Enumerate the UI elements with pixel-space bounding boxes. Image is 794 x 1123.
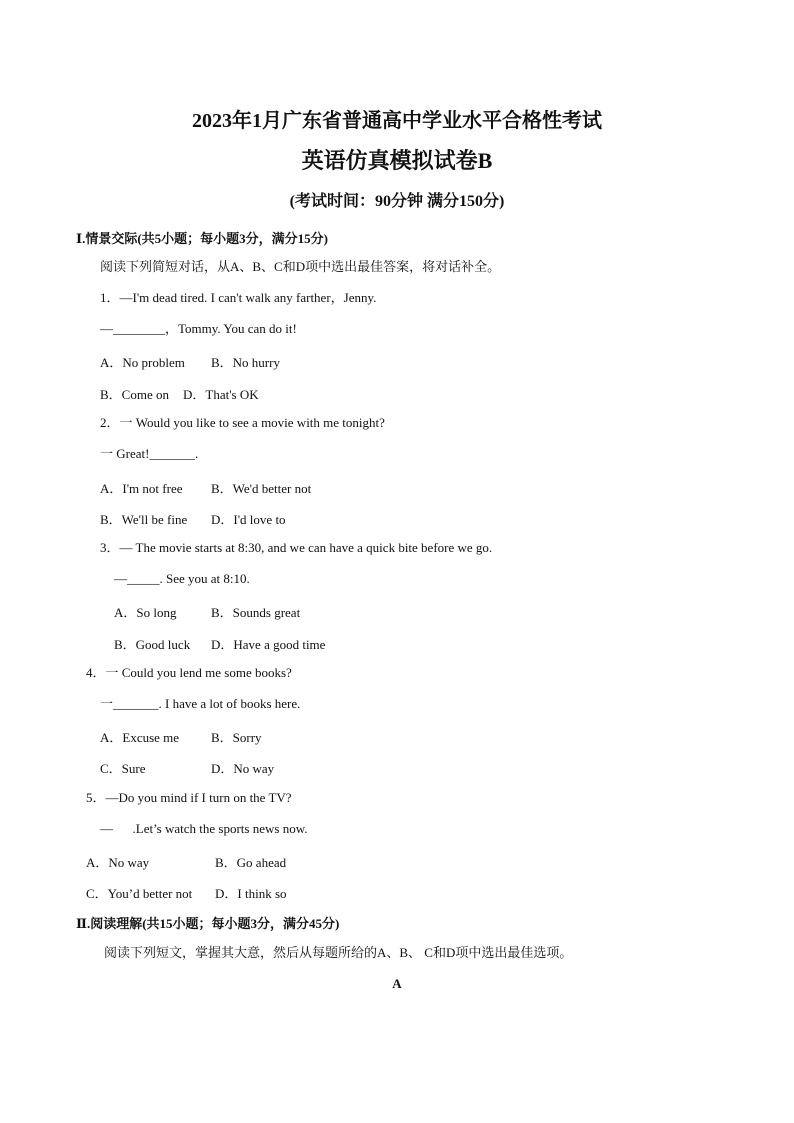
- q5-option-d: D．I think so: [215, 886, 287, 901]
- q5-reply: — .Let’s watch the sports news now.: [100, 821, 308, 836]
- section-1-instruction: 阅读下列简短对话，从A、B、C和D项中选出最佳答案，将对话补全。: [100, 259, 501, 274]
- q3-reply: —_____. See you at 8:10.: [114, 571, 250, 586]
- q2-option-b: B．We'd better not: [211, 481, 312, 496]
- q4-option-a: A．Excuse me: [100, 730, 180, 745]
- q4-prompt: 4．一 Could you lend me some books?: [86, 665, 292, 680]
- q2-prompt: 2．一 Would you like to see a movie with me tonight?: [100, 415, 385, 430]
- q2-option-a: A．I'm not free: [100, 481, 183, 496]
- passage-label: A: [392, 976, 402, 991]
- q1-option-d: D．That's OK: [183, 387, 259, 402]
- q1-reply: —________，Tommy. You can do it!: [100, 321, 297, 336]
- q4-reply: 一_______. I have a lot of books here.: [100, 696, 301, 711]
- q5-option-b: B．Go ahead: [215, 855, 287, 870]
- section-2-heading: Ⅱ.阅读理解(共15小题；每小题3分，满分45分): [76, 916, 340, 931]
- exam-title: 2023年1月广东省普通高中学业水平合格性考试: [192, 110, 602, 132]
- q2-reply: 一 Great!_______.: [100, 446, 199, 461]
- q1-option-c: B．Come on: [100, 387, 169, 402]
- q3-option-b: B．Sounds great: [211, 605, 301, 620]
- q5-option-a: A．No way: [86, 855, 150, 870]
- q1-option-a: A．No problem: [100, 355, 185, 370]
- section-2-instruction: 阅读下列短文，掌握其大意，然后从每题所给的A、B、 C和D项中选出最佳选项。: [104, 945, 573, 960]
- q4-option-c: C．Sure: [100, 761, 146, 776]
- q2-option-c: B．We'll be fine: [100, 512, 188, 527]
- q2-option-d: D．I'd love to: [211, 512, 286, 527]
- q3-option-a: A．So long: [114, 605, 177, 620]
- q5-option-c: C．You’d better not: [86, 886, 193, 901]
- q3-prompt: 3．— The movie starts at 8:30, and we can have a quick bite before we go.: [100, 540, 493, 555]
- q1-prompt: 1．—I'm dead tired. I can't walk any farther，Jenny.: [100, 290, 377, 305]
- q4-option-d: D．No way: [211, 761, 275, 776]
- q5-prompt: 5．—Do you mind if I turn on the TV?: [86, 790, 292, 805]
- exam-subtitle: 英语仿真模拟试卷B: [301, 148, 493, 173]
- q4-option-b: B．Sorry: [211, 730, 262, 745]
- q3-option-c: B．Good luck: [114, 637, 191, 652]
- q3-option-d: D．Have a good time: [211, 637, 326, 652]
- section-1-heading: Ⅰ.情景交际(共5小题；每小题3分，满分15分): [76, 231, 328, 246]
- q1-option-b: B．No hurry: [211, 355, 280, 370]
- exam-time-info: (考试时间：90分钟 满分150分): [289, 193, 505, 210]
